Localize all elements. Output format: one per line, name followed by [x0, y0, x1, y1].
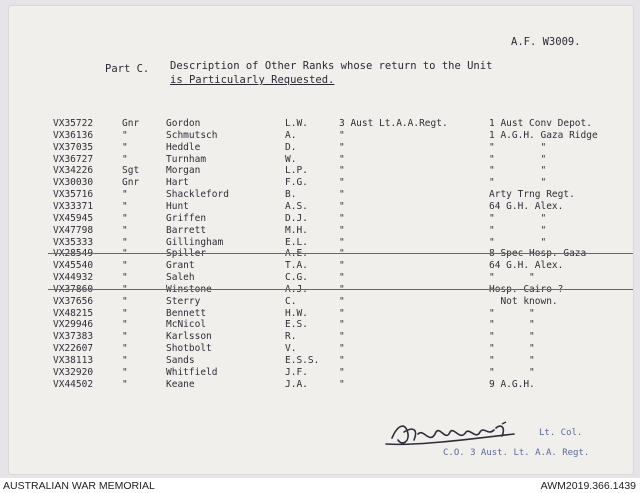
service-number: VX30030 — [53, 177, 94, 189]
rank: " — [122, 236, 128, 248]
initials: J.F. — [285, 366, 308, 378]
surname: Keane — [166, 378, 195, 390]
surname: Grant — [166, 260, 195, 272]
surname: Sterry — [166, 295, 201, 307]
surname: Griffen — [166, 212, 207, 224]
footer-bar — [0, 478, 640, 493]
destination: 1 Aust Conv Depot. — [489, 118, 592, 129]
service-number: VX36727 — [53, 153, 94, 165]
table-row — [0, 213, 640, 224]
initials: L.P. — [285, 165, 308, 177]
surname: Whitfield — [166, 366, 218, 378]
signatory-office: Lt. Col. — [539, 428, 583, 438]
table-row — [0, 284, 640, 295]
rank: Gnr — [122, 177, 140, 189]
destination: " " — [489, 272, 535, 284]
table-row — [0, 142, 640, 153]
initials: H.W. — [285, 307, 308, 319]
rank: " — [122, 260, 128, 272]
initials: F.G. — [285, 177, 308, 189]
rank: " — [122, 319, 128, 331]
strikethrough-line — [48, 289, 633, 290]
initials: A. — [285, 129, 297, 141]
destination: 64 G.H. Alex. — [489, 260, 564, 272]
rank: Gnr — [122, 118, 140, 129]
destination: 64 G.H. Alex. — [489, 200, 564, 212]
initials: A.S. — [285, 200, 308, 212]
unit: " — [339, 200, 345, 212]
rank: " — [122, 212, 128, 224]
surname: Karlsson — [166, 331, 212, 343]
service-number: VX36136 — [53, 129, 94, 141]
rank: " — [122, 378, 128, 390]
table-row — [0, 165, 640, 176]
initials: C.G. — [285, 272, 308, 284]
table-row — [0, 343, 640, 354]
rank: " — [122, 272, 128, 284]
destination: Arty Trng Regt. — [489, 189, 575, 201]
service-number: VX48215 — [53, 307, 94, 319]
unit: " — [339, 129, 345, 141]
table-row — [0, 355, 640, 366]
unit: " — [339, 355, 345, 366]
table-row — [0, 189, 640, 200]
table-row — [0, 296, 640, 307]
table-row — [0, 308, 640, 319]
service-number: VX45540 — [53, 260, 94, 272]
table-row — [0, 225, 640, 236]
rank: " — [122, 355, 128, 366]
initials: R. — [285, 331, 297, 343]
surname: Saleh — [166, 272, 195, 284]
surname: Barrett — [166, 224, 207, 236]
destination: " " — [489, 331, 535, 343]
service-number: VX47798 — [53, 224, 94, 236]
unit: " — [339, 295, 345, 307]
table-row — [0, 154, 640, 165]
destination: " " — [489, 212, 547, 224]
service-number: VX38113 — [53, 355, 94, 366]
table-row — [0, 130, 640, 141]
strikethrough-line — [48, 253, 633, 254]
form-number: A.F. W3009. — [511, 36, 581, 48]
destination: 1 A.G.H. Gaza Ridge — [489, 129, 598, 141]
part-label: Part C. — [105, 63, 150, 75]
unit: " — [339, 153, 345, 165]
initials: E.S. — [285, 319, 308, 331]
destination: " " — [489, 343, 535, 355]
service-number: VX35722 — [53, 118, 94, 129]
unit: " — [339, 343, 345, 355]
service-number: VX32920 — [53, 366, 94, 378]
footer-credit: AUSTRALIAN WAR MEMORIAL — [3, 480, 155, 492]
surname: Gordon — [166, 118, 201, 129]
initials: T.A. — [285, 260, 308, 272]
surname: Morgan — [166, 165, 201, 177]
initials: V. — [285, 343, 297, 355]
destination: " " — [489, 153, 547, 165]
rank: " — [122, 200, 128, 212]
service-number: VX37035 — [53, 141, 94, 153]
rank: " — [122, 295, 128, 307]
surname: Heddle — [166, 141, 201, 153]
destination: " " — [489, 165, 547, 177]
table-row — [0, 248, 640, 259]
signatory-unit: C.O. 3 Aust. Lt. A.A. Regt. — [443, 448, 590, 458]
surname: Bennett — [166, 307, 207, 319]
destination: 9 A.G.H. — [489, 378, 535, 390]
unit: " — [339, 319, 345, 331]
unit: " — [339, 236, 345, 248]
rank: " — [122, 343, 128, 355]
initials: E.L. — [285, 236, 308, 248]
initials: C. — [285, 295, 297, 307]
destination: " " — [489, 355, 535, 366]
unit: " — [339, 378, 345, 390]
surname: Hart — [166, 177, 189, 189]
surname: Sands — [166, 355, 195, 366]
service-number: VX34226 — [53, 165, 94, 177]
unit: " — [339, 189, 345, 201]
service-number: VX44502 — [53, 378, 94, 390]
destination: " " — [489, 141, 547, 153]
initials: D. — [285, 141, 297, 153]
table-row — [0, 260, 640, 271]
unit: " — [339, 212, 345, 224]
rank: " — [122, 224, 128, 236]
initials: E.S.S. — [285, 355, 320, 366]
destination: " " — [489, 307, 535, 319]
service-number: VX35716 — [53, 189, 94, 201]
unit: " — [339, 177, 345, 189]
service-number: VX45945 — [53, 212, 94, 224]
service-number: VX22607 — [53, 343, 94, 355]
surname: Gillingham — [166, 236, 224, 248]
service-number: VX37656 — [53, 295, 94, 307]
destination: Not known. — [489, 295, 558, 307]
table-row — [0, 319, 640, 330]
title-line-2: is Particularly Requested. — [170, 74, 335, 86]
rank: " — [122, 129, 128, 141]
service-number: VX29946 — [53, 319, 94, 331]
rank: " — [122, 141, 128, 153]
surname: Shotbolt — [166, 343, 212, 355]
initials: J.A. — [285, 378, 308, 390]
surname: McNicol — [166, 319, 207, 331]
initials: D.J. — [285, 212, 308, 224]
service-number: VX35333 — [53, 236, 94, 248]
surname: Turnham — [166, 153, 207, 165]
rank: " — [122, 189, 128, 201]
unit: " — [339, 224, 345, 236]
unit: " — [339, 366, 345, 378]
rank: " — [122, 366, 128, 378]
unit: " — [339, 141, 345, 153]
surname: Shackleford — [166, 189, 229, 201]
destination: " " — [489, 319, 535, 331]
rank: " — [122, 307, 128, 319]
destination: " " — [489, 177, 547, 189]
rank: Sgt — [122, 165, 140, 177]
initials: B. — [285, 189, 297, 201]
initials: M.H. — [285, 224, 308, 236]
service-number: VX44932 — [53, 272, 94, 284]
rank: " — [122, 153, 128, 165]
table-row — [0, 118, 640, 129]
unit: " — [339, 307, 345, 319]
footer-accession-number: AWM2019.366.1439 — [540, 480, 636, 492]
initials: L.W. — [285, 118, 308, 129]
destination: " " — [489, 224, 547, 236]
table-row — [0, 272, 640, 283]
rank: " — [122, 331, 128, 343]
surname: Schmutsch — [166, 129, 218, 141]
unit: 3 Aust Lt.A.A.Regt. — [339, 118, 448, 129]
table-row — [0, 237, 640, 248]
table-row — [0, 177, 640, 188]
table-row — [0, 201, 640, 212]
table-row — [0, 367, 640, 378]
destination: " " — [489, 236, 547, 248]
unit: " — [339, 272, 345, 284]
unit: " — [339, 165, 345, 177]
service-number: VX37383 — [53, 331, 94, 343]
table-row — [0, 379, 640, 390]
destination: " " — [489, 366, 535, 378]
surname: Hunt — [166, 200, 189, 212]
title-line-1: Description of Other Ranks whose return to the Unit — [170, 60, 493, 72]
unit: " — [339, 331, 345, 343]
table-row — [0, 331, 640, 342]
unit: " — [339, 260, 345, 272]
service-number: VX33371 — [53, 200, 94, 212]
initials: W. — [285, 153, 297, 165]
